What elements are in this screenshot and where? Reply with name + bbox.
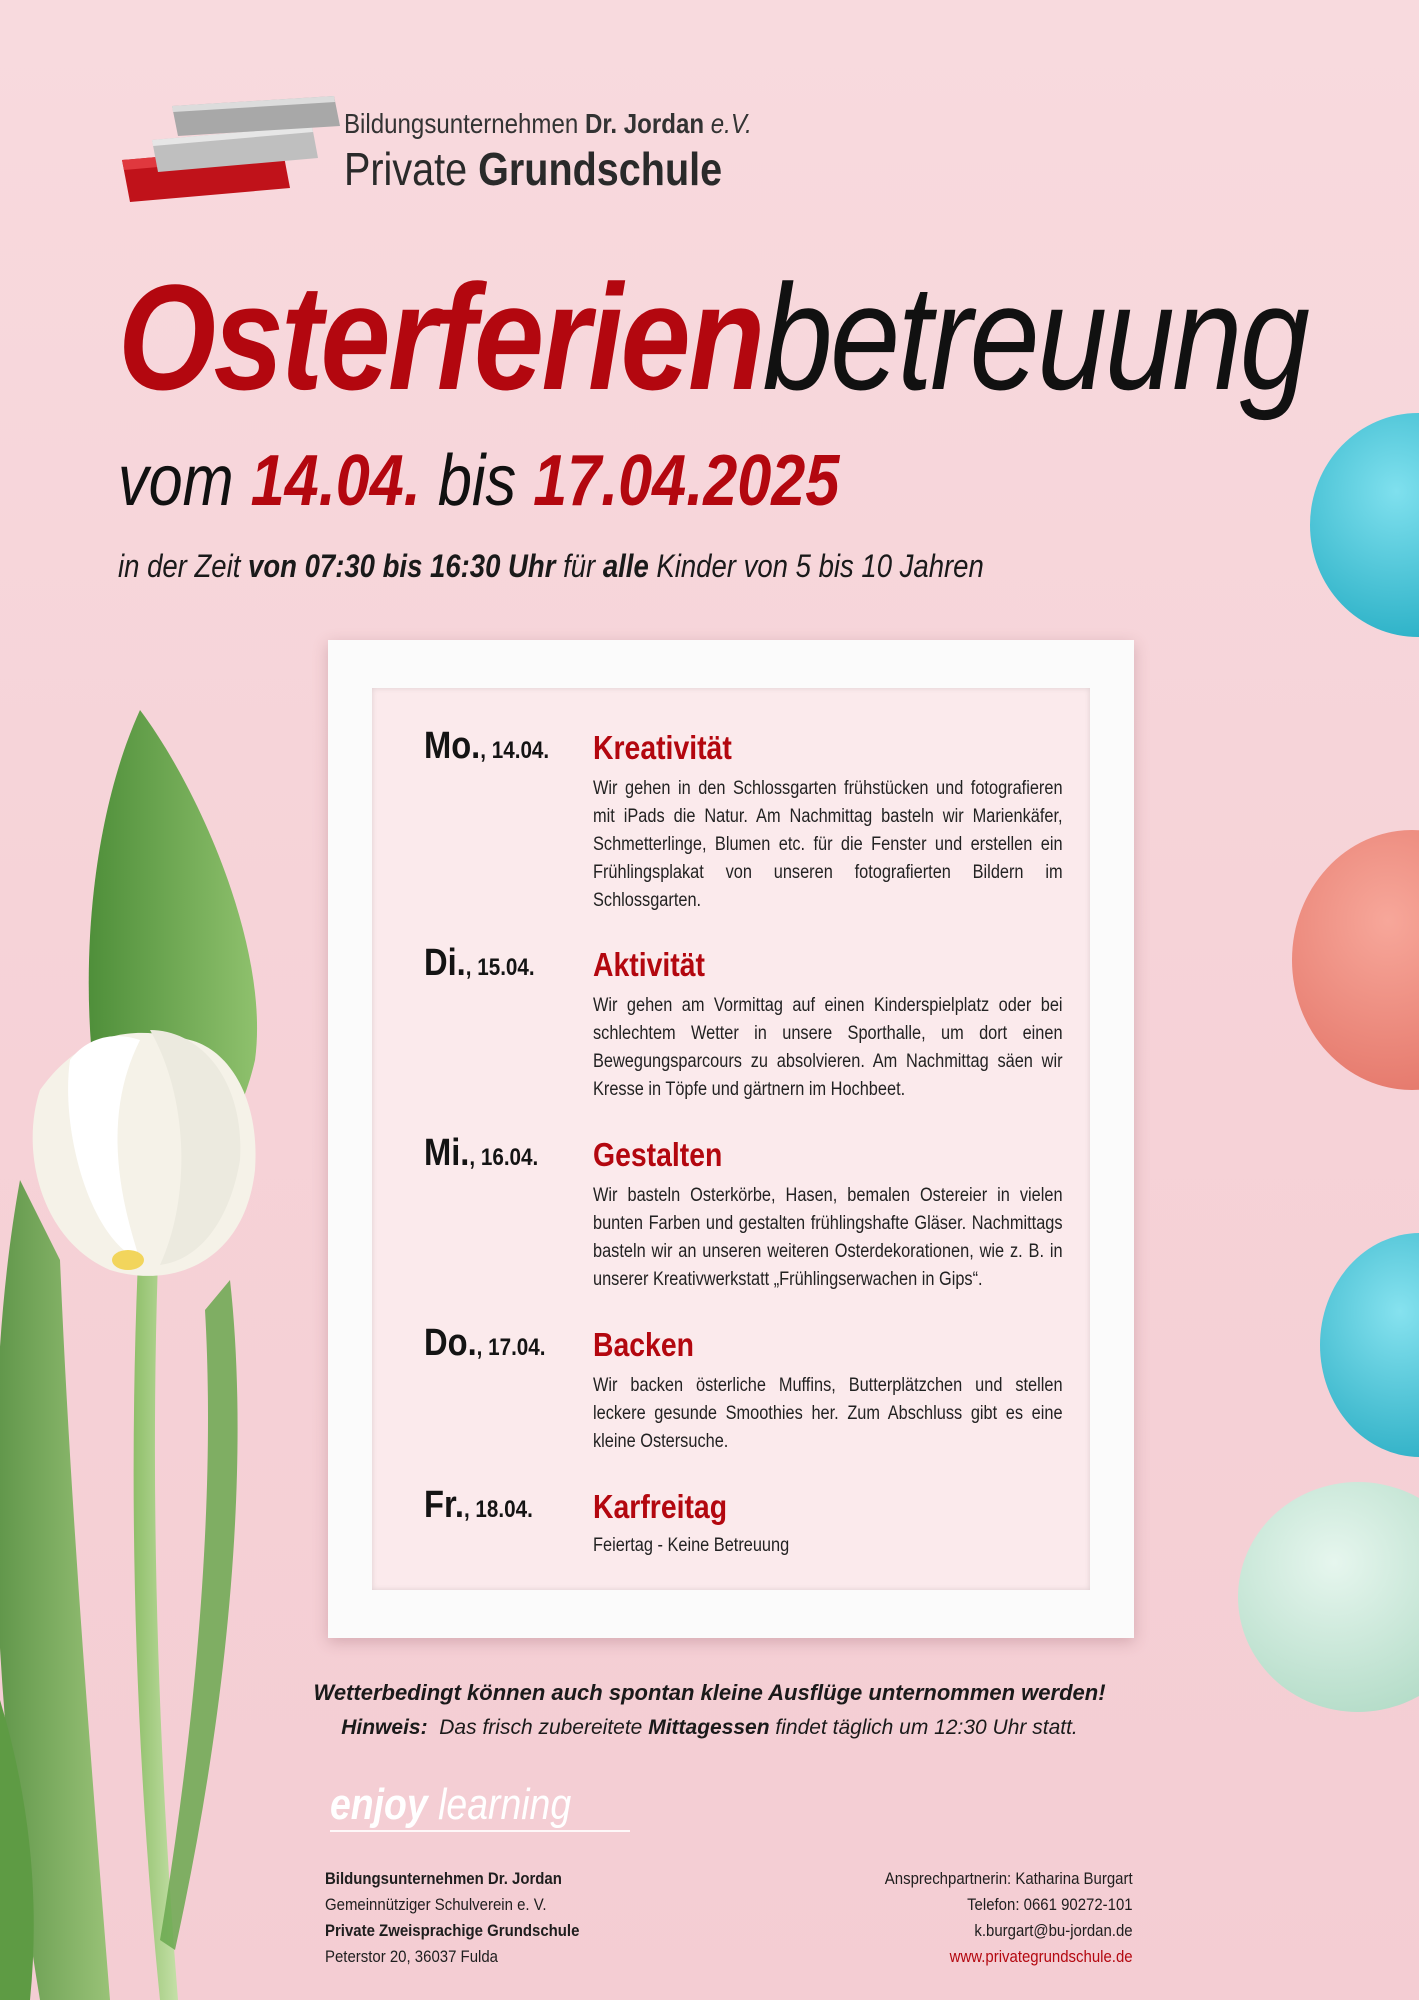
- schedule-day-di: Di., 15.04.: [424, 942, 535, 984]
- easter-egg-blue-bottom: [1310, 1225, 1419, 1465]
- schedule-desc-fr: Feiertag - Keine Betreuung: [593, 1535, 790, 1556]
- schedule-day-mi: Mi., 16.04.: [424, 1132, 539, 1174]
- footer-address: Bildungsunternehmen Dr. Jordan Gemeinnütziger Schulverein e. V. Private Zweisprachige Grundschule Peterstor 20, 36037 Fulda: [325, 1869, 580, 1966]
- schedule-desc-mo: Wir gehen in den Schlossgarten frühstücken und fotografieren mit iPads die Natur. Am Nachmittag basteln wir Marienkäfer, Schmetterlinge, Blumen etc. für die Fenster und erstellen ein Frühlingsplakat von unseren fotografierten Bildern im Schlossgarten.: [593, 778, 1063, 911]
- care-times: in der Zeit von 07:30 bis 16:30 Uhr für alle Kinder von 5 bis 10 Jahren: [118, 548, 984, 584]
- footer-contact: [885, 1866, 1133, 1970]
- tulip-illustration: [0, 700, 280, 2000]
- schedule-title-fr: Karfreitag: [593, 1488, 728, 1525]
- schedule-title-mo: Kreativität: [593, 729, 732, 766]
- schedule-desc-do: Wir backen österliche Muffins, Butterplätzchen und stellen leckere gesunde Smoothies her. Zum Abschluss gibt es eine kleine Ostersuche.: [593, 1375, 1063, 1452]
- books-logo-icon: [112, 92, 342, 202]
- contact-phone: Telefon: 0661 90272-101: [967, 1895, 1133, 1914]
- schedule-day-do: Do., 17.04.: [424, 1322, 546, 1364]
- lunch-hint: Hinweis: Das frisch zubereitete Mittagessen findet täglich um 12:30 Uhr statt.: [341, 1716, 1078, 1739]
- school-name-line: Private Grundschule: [344, 143, 723, 195]
- easter-egg-blue-top: [1300, 410, 1419, 640]
- weather-note: Wetterbedingt können auch spontan kleine Ausflüge unternommen werden!: [313, 1680, 1106, 1705]
- schedule-title-mi: Gestalten: [593, 1136, 723, 1173]
- page-title: Osterferienbetreuung: [118, 253, 1308, 421]
- website-link[interactable]: www.privategrundschule.de: [950, 1947, 1133, 1966]
- schedule-day-mo: Mo., 14.04.: [424, 725, 550, 767]
- date-range: vom 14.04. bis 17.04.2025: [118, 441, 840, 521]
- contact-person: Ansprechpartnerin: Katharina Burgart: [885, 1869, 1133, 1888]
- slogan-underline: [330, 1830, 630, 1832]
- enjoy-learning-logo: enjoy learning: [330, 1780, 572, 1829]
- schedule-desc-mi: Wir basteln Osterkörbe, Hasen, bemalen Ostereier in vielen bunten Farben und gestalten frühlingshafte Gläser. Nachmittags basteln wir an unseren weiteren Osterdekorationen, wie z. B. in unserer Kreativwerkstatt „Frühlingserwachen in Gips“.: [593, 1185, 1063, 1290]
- schedule-day-fr: Fr., 18.04.: [424, 1484, 533, 1526]
- schedule-desc-di: Wir gehen am Vormittag auf einen Kinderspielplatz oder bei schlechtem Wetter in unsere Sporthalle, um dort einen Bewegungsparcours zu absolvieren. Am Nachmittag säen wir Kresse in Töpfe und gärtnern im Hochbeet.: [593, 995, 1063, 1100]
- easter-egg-coral: [1272, 820, 1419, 1100]
- schedule-title-di: Aktivität: [593, 946, 705, 983]
- contact-email[interactable]: k.burgart@bu-jordan.de: [974, 1921, 1133, 1940]
- org-name-line: Bildungsunternehmen Dr. Jordan e.V.: [344, 108, 752, 139]
- schedule-title-do: Backen: [593, 1326, 694, 1363]
